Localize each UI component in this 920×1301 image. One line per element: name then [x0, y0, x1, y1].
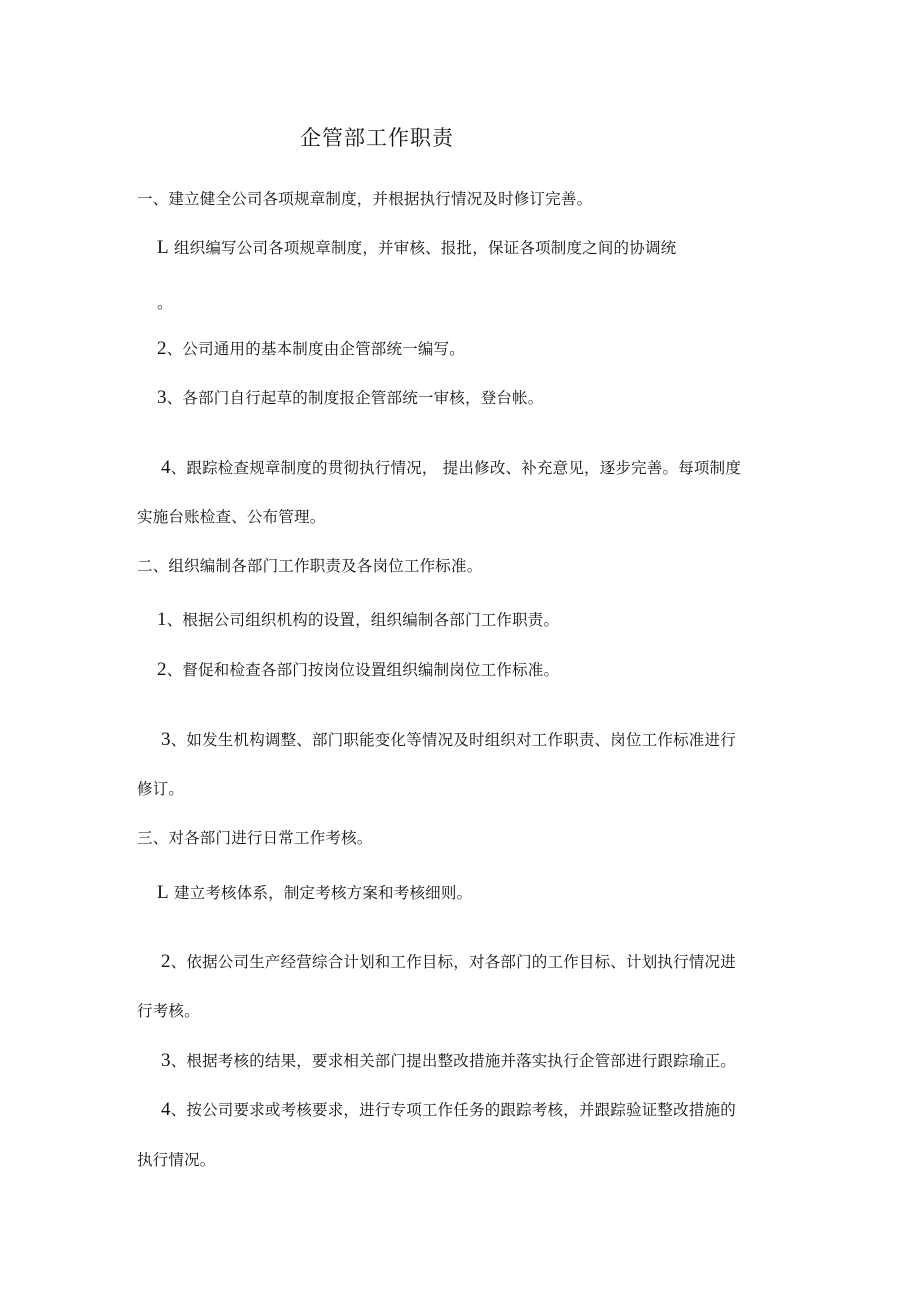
section-3-item-1: L 建立考核体系，制定考核方案和考核细则。: [157, 882, 473, 903]
section-1-item-1-continued: 。: [157, 294, 173, 312]
section-1-item-4: 4、跟踪检查规章制度的贯彻执行情况， 提出修改、补充意见，逐步完善。每项制度: [161, 457, 742, 478]
section-2-item-1: 1、根据公司组织机构的设置，组织编制各部门工作职责。: [157, 609, 560, 630]
section-1-item-4-continued: 实施台账检查、公布管理。: [137, 508, 326, 526]
section-2-item-2: 2、督促和检查各部门按岗位设置组织编制岗位工作标准。: [157, 659, 560, 680]
section-3-item-2-continued: 行考核。: [137, 1002, 200, 1020]
section-3-item-3: 3、根据考核的结果，要求相关部门提出整改措施并落实执行企管部进行跟踪瑜正。: [161, 1050, 736, 1071]
section-1-item-3: 3、各部门自行起草的制度报企管部统一审核，登台帐。: [157, 387, 544, 408]
section-1-item-2: 2、公司通用的基本制度由企管部统一编写。: [157, 338, 466, 359]
section-1-item-1: L 组织编写公司各项规章制度，并审核、报批，保证各项制度之间的协调统: [157, 237, 677, 258]
section-1-heading: 一、建立健全公司各项规章制度，并根据执行情况及时修订完善。: [137, 190, 593, 208]
document-title: 企管部工作职责: [300, 126, 454, 150]
section-3-item-4-continued: 执行情况。: [137, 1151, 216, 1169]
section-2-item-3: 3、如发生机构调整、部门职能变化等情况及时组织对工作职责、岗位工作标准进行: [161, 729, 736, 750]
section-3-heading: 三、对各部门进行日常工作考核。: [137, 829, 373, 847]
section-3-item-4: 4、按公司要求或考核要求，进行专项工作任务的跟踪考核，并跟踪验证整改措施的: [161, 1099, 736, 1120]
section-2-item-3-continued: 修订。: [137, 780, 185, 798]
section-2-heading: 二、组织编制各部门工作职责及各岗位工作标准。: [137, 557, 483, 575]
section-3-item-2: 2、依据公司生产经营综合计划和工作目标，对各部门的工作目标、计划执行情况进: [161, 951, 736, 972]
